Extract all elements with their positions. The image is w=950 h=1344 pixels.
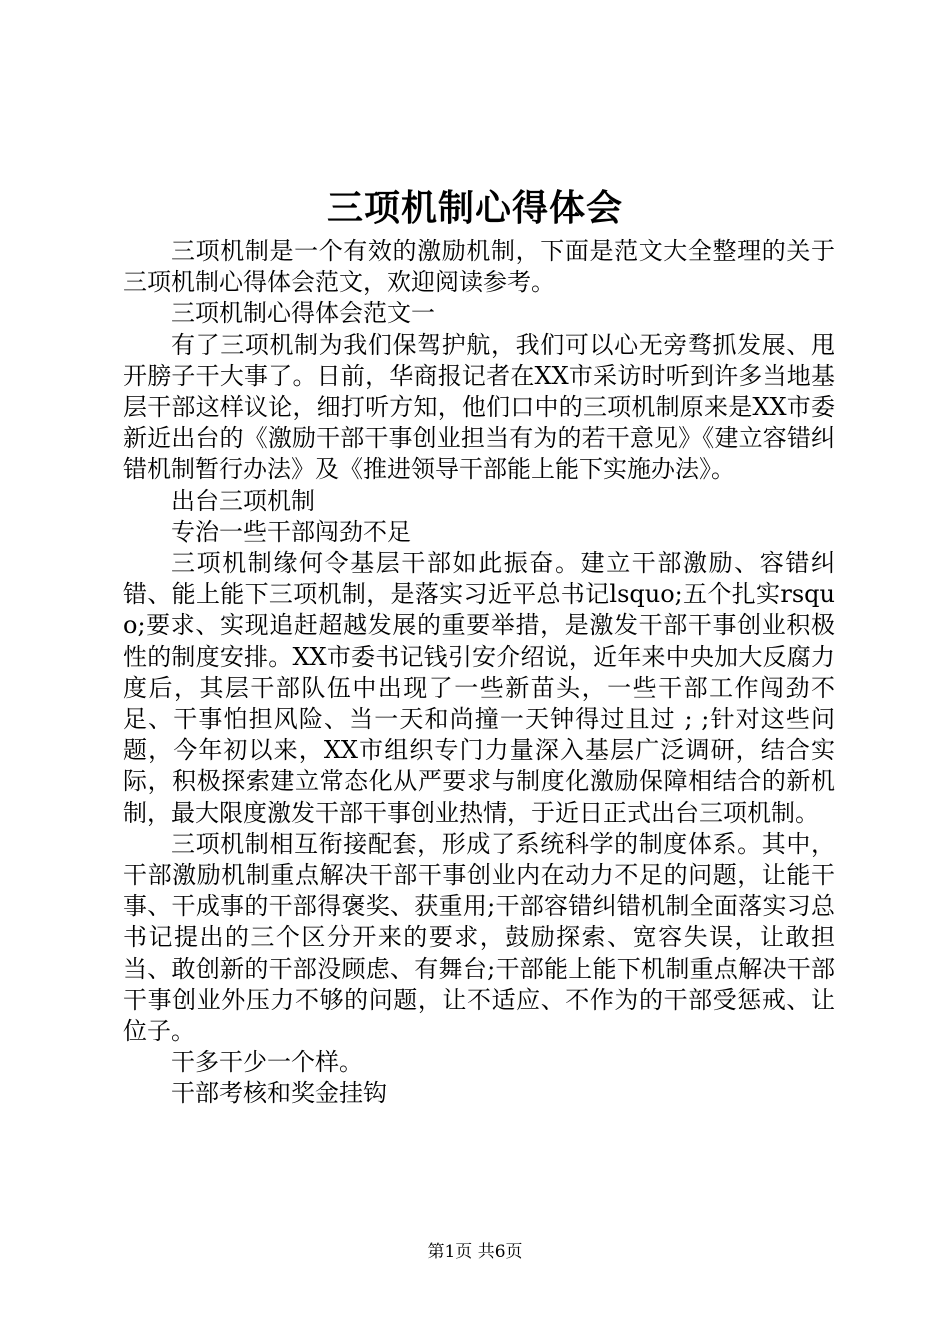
paragraph-body: 有了三项机制为我们保驾护航，我们可以心无旁骛抓发展、甩开膀子干大事了。日前，华商报记者在XX市采访时听到许多当地基层干部这样议论，细打听方知，他们口中的三项机制原来是XX市委新近出台的《激励干部干事创业担当有为的若干意见》《建立容错纠错机制暂行办法》及《推进领导干部能上能下实施办法》。 bbox=[123, 330, 835, 484]
paragraph-body: 三项机制缘何令基层干部如此振奋。建立干部激励、容错纠错、能上能下三项机制，是落实习近平总书记lsquo;五个扎实rsquo;要求、实现追赶超越发展的重要举措，是激发干部干事创业积极性的制度安排。XX市委书记钱引安介绍说，近年来中央加大反腐力度后，其层干部队伍中出现了一些新苗头，一些干部工作闯劲不足、干事怕担风险、当一天和尚撞一天钟得过且过 ; ;针对这些问题，今年初以来，XX市组织专门力量深入基层广泛调研，结合实际，积极探索建立常态化从严要求与制度化激励保障相结合的新机制，最大限度激发干部干事创业热情，于近日正式出台三项机制。 bbox=[123, 549, 835, 827]
document-title: 三项机制心得体会 bbox=[326, 187, 623, 229]
page-number-footer: 第1页 共6页 bbox=[427, 1242, 523, 1262]
paragraph-subheading: 出台三项机制 bbox=[171, 486, 315, 515]
paragraph-intro: 三项机制是一个有效的激励机制，下面是范文大全整理的关于三项机制心得体会范文，欢迎阅读参考。 bbox=[123, 237, 835, 297]
paragraph-subheading: 专治一些干部闯劲不足 bbox=[171, 517, 411, 546]
paragraph-section-heading: 三项机制心得体会范文一 bbox=[171, 299, 435, 328]
document-body bbox=[123, 236, 835, 1110]
paragraph-subheading: 干多干少一个样。 bbox=[171, 1048, 363, 1077]
paragraph-body: 三项机制相互衔接配套，形成了系统科学的制度体系。其中，干部激励机制重点解决干部干事创业内在动力不足的问题，让能干事、干成事的干部得褒奖、获重用;干部容错纠错机制全面落实习总书记提出的三个区分开来的要求，鼓励探索、宽容失误，让敢担当、敢创新的干部没顾虑、有舞台;干部能上能下机制重点解决干部干事创业外压力不够的问题，让不适应、不作为的干部受惩戒、让位子。 bbox=[123, 829, 835, 1046]
paragraph-subheading: 干部考核和奖金挂钩 bbox=[171, 1079, 387, 1108]
